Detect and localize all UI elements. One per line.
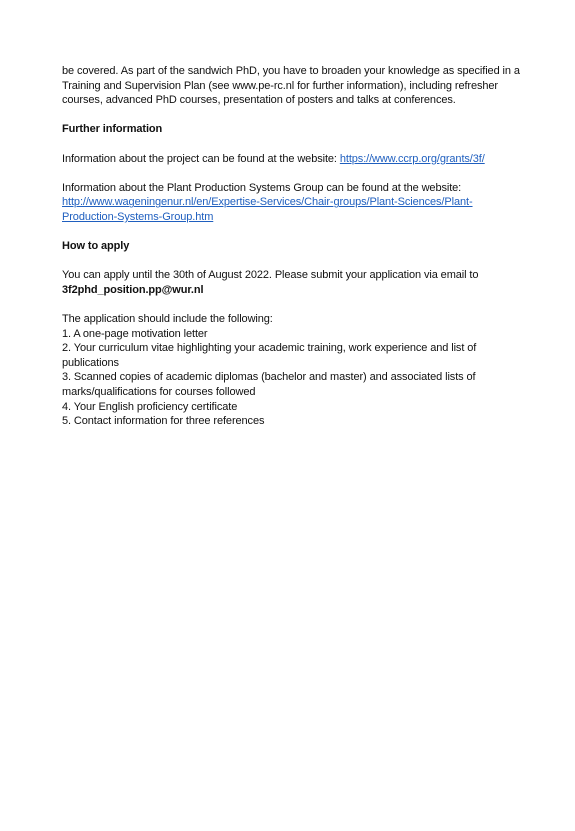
application-email: 3f2phd_position.pp@wur.nl [62,283,204,296]
list-item: 5. Contact information for three references [62,415,265,428]
group-info-paragraph [62,181,527,225]
project-info-text: Information about the project can be found at the website: [62,152,340,165]
list-item: 3. Scanned copies of academic diplomas (bachelor and master) and associated lists of marks/qualifications for courses followed [62,371,476,399]
project-website-link[interactable]: https://www.ccrp.org/grants/3f/ [339,152,485,165]
document-body [62,64,527,429]
deadline-paragraph [62,268,527,297]
includes-intro: The application should include the following: [62,313,273,326]
deadline-text: You can apply until the 30th of August 2022. Please submit your application via email to [62,269,479,282]
group-info-text: Information about the Plant Production Systems Group can be found at the website: [62,181,462,194]
project-info-paragraph [62,152,527,167]
application-requirements-list [62,327,527,429]
list-item: 2. Your curriculum vitae highlighting your academic training, work experience and list of publications [62,342,477,369]
list-item: 4. Your English proficiency certificate [62,400,238,413]
intro-paragraph: be covered. As part of the sandwich PhD, you have to broaden your knowledge as specified in a Training and Supervision Plan (see www.pe-rc.nl for further information), including refresher courses, advanced PhD courses, presentation of posters and talks at conferences. [62,65,520,107]
list-item: 1. A one-page motivation letter [62,327,208,340]
how-to-apply-heading: How to apply [62,240,130,253]
further-information-heading: Further information [62,123,163,136]
group-website-link[interactable]: http://www.wageningenur.nl/en/Expertise-Services/Chair-groups/Plant-Sciences/Plant-Production-Systems-Group.htm [62,196,473,223]
